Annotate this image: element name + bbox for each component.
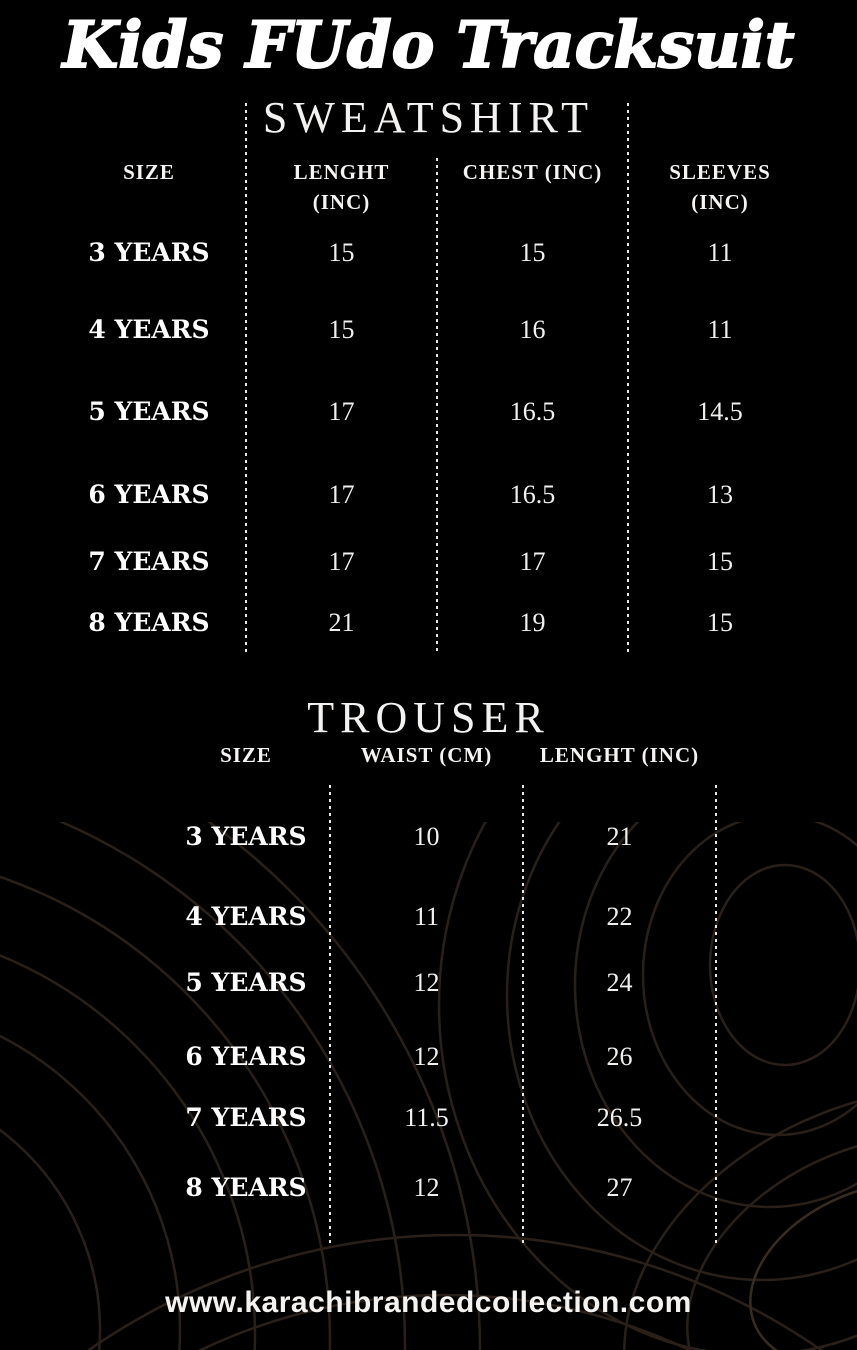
sweatshirt-header-row (0, 157, 812, 217)
table-row (0, 603, 812, 643)
waist-value: 12 (413, 1042, 440, 1071)
length-value: 17 (328, 480, 355, 509)
trouser-header-row (140, 740, 716, 770)
trouser-section-heading: TROUSER (307, 693, 550, 742)
column-header-waist: WAIST (CM) (360, 743, 493, 767)
chest-value: 16.5 (509, 480, 556, 509)
length-value: 21 (606, 822, 633, 851)
length-value: 26 (606, 1042, 633, 1071)
size-label: 8 YEARS (88, 608, 210, 637)
sleeves-value: 15 (707, 608, 733, 637)
table-row (0, 542, 812, 582)
size-label: 4 YEARS (185, 902, 307, 931)
page-title: Kids FUdo Tracksuit (62, 8, 795, 83)
sweatshirt-section-heading: SWEATSHIRT (262, 93, 595, 142)
table-row (140, 1098, 716, 1138)
size-label: 6 YEARS (88, 480, 210, 509)
sleeves-value: 14.5 (697, 397, 743, 426)
table-row (0, 310, 812, 350)
table-row (140, 963, 716, 1003)
sleeves-value: 11 (707, 315, 733, 344)
chest-value: 15 (519, 238, 546, 267)
column-header-size: SIZE (220, 743, 272, 767)
waist-value: 12 (413, 968, 440, 997)
size-label: 5 YEARS (88, 397, 210, 426)
chest-value: 16 (519, 315, 546, 344)
length-value: 17 (328, 547, 355, 576)
size-label: 5 YEARS (185, 968, 307, 997)
chest-value: 17 (519, 547, 546, 576)
waist-value: 11.5 (404, 1103, 449, 1132)
website-url: www.karachibrandedcollection.com (165, 1286, 692, 1319)
table-row (0, 233, 812, 273)
length-value: 17 (328, 397, 355, 426)
length-value: 27 (606, 1173, 633, 1202)
column-header-length: LENGHT (INC) (539, 743, 700, 767)
table-row (140, 1168, 716, 1208)
size-label: 8 YEARS (185, 1173, 307, 1202)
length-value: 24 (606, 968, 633, 997)
column-header-sleeves: SLEEVES (INC) (669, 160, 771, 214)
table-row (0, 475, 812, 515)
length-value: 15 (328, 315, 355, 344)
table-row (140, 897, 716, 937)
column-header-chest: CHEST (INC) (462, 160, 603, 184)
length-value: 22 (606, 902, 633, 931)
size-label: 7 YEARS (88, 547, 210, 576)
waist-value: 10 (413, 822, 440, 851)
length-value: 15 (328, 238, 355, 267)
sleeves-value: 11 (707, 238, 733, 267)
size-label: 3 YEARS (185, 822, 307, 851)
column-header-length: LENGHT (INC) (293, 160, 390, 214)
table-row (0, 392, 812, 432)
sleeves-value: 15 (707, 547, 733, 576)
sleeves-value: 13 (707, 480, 733, 509)
length-value: 26.5 (596, 1103, 643, 1132)
column-header-size: SIZE (123, 160, 175, 184)
size-label: 4 YEARS (88, 315, 210, 344)
chest-value: 16.5 (509, 397, 556, 426)
waist-value: 12 (413, 1173, 440, 1202)
size-label: 3 YEARS (88, 238, 210, 267)
length-value: 21 (328, 608, 355, 637)
size-label: 6 YEARS (185, 1042, 307, 1071)
waist-value: 11 (413, 902, 440, 931)
table-row (140, 1037, 716, 1077)
size-label: 7 YEARS (185, 1103, 307, 1132)
table-row (140, 817, 716, 857)
chest-value: 19 (519, 608, 546, 637)
